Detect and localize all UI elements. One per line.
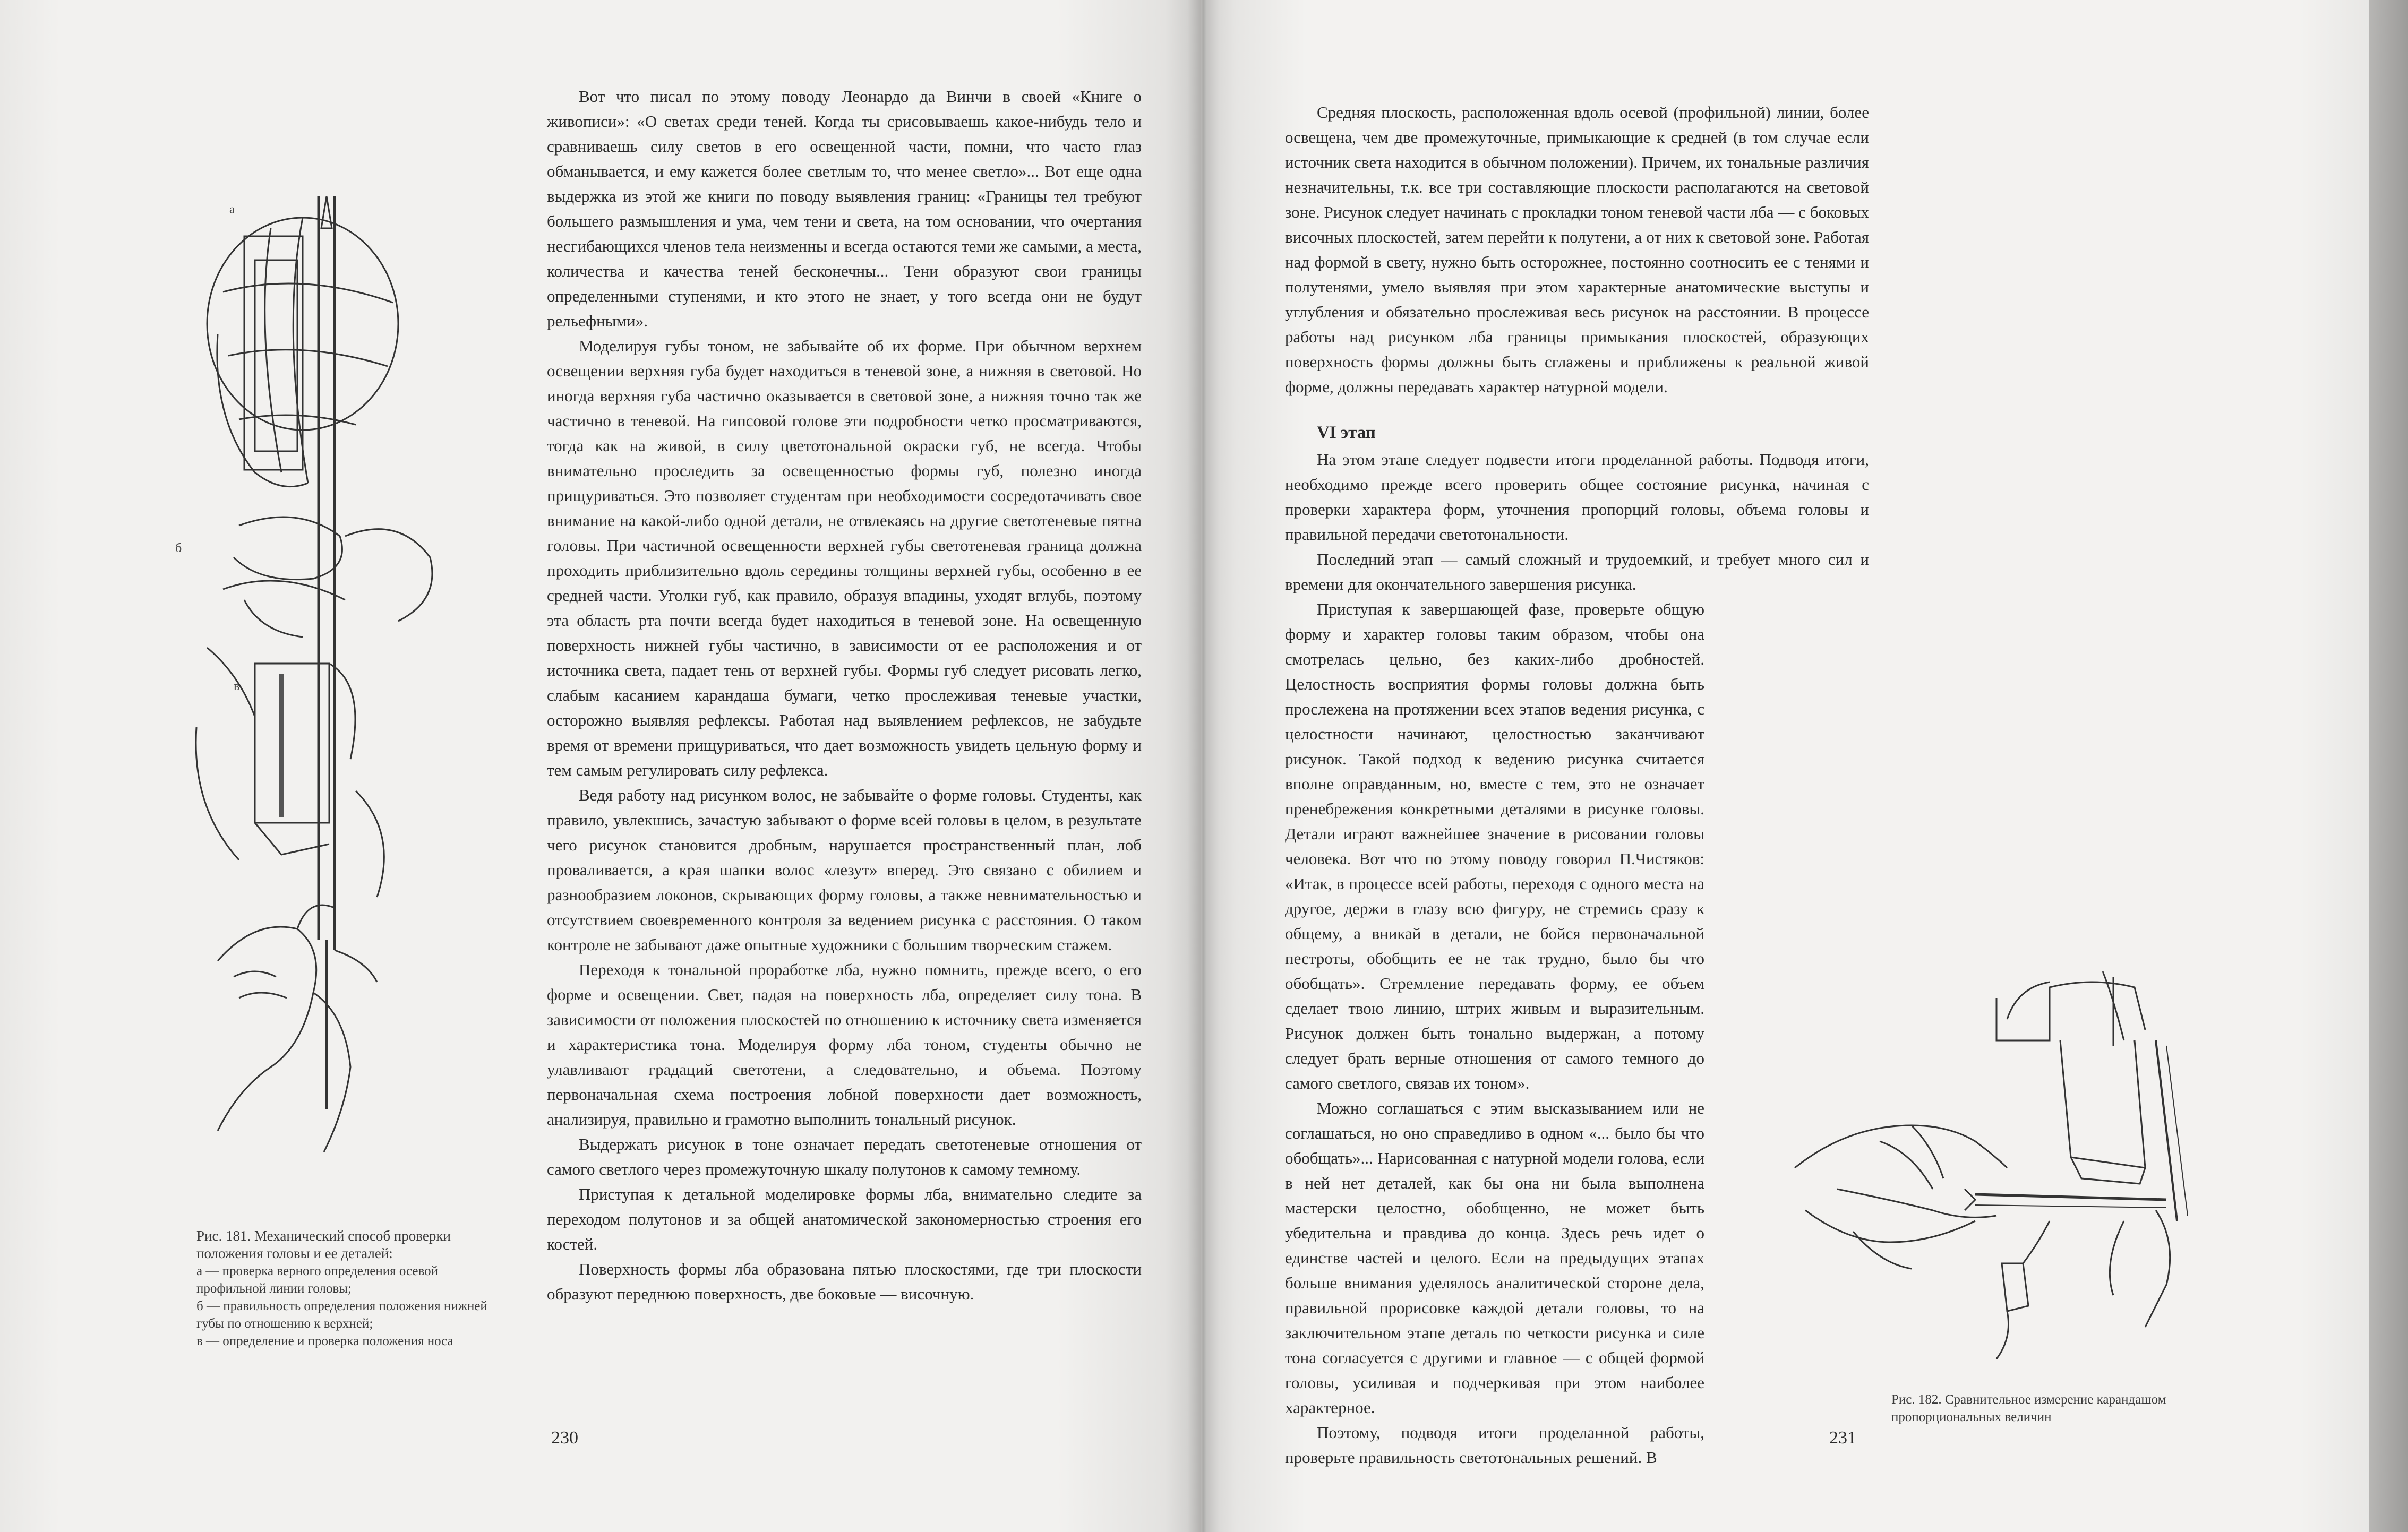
figure-label-a: а bbox=[229, 203, 235, 217]
caption-title: Рис. 181. Механический способ проверки положения головы и ее деталей: bbox=[196, 1228, 451, 1261]
book-gutter bbox=[1187, 0, 1219, 1532]
paragraph: Ведя работу над рисунком волос, не забывайте о форме головы. Студенты, как правило, увлекшись, зачастую забывают о форме всей головы в целом, в результате чего рисунок становится дробным, нарушается пространственный план, лоб проваливается, а края шапки волос «лезут» вперед. Это связано с обилием и разнообразием локонов, скрывающих форму головы, а также невнимательностью и отсутствием своевременного контроля за ведением рисунка с расстояния. О таком контроле не забывают даже опытные художники с большим творческим стажем. bbox=[547, 786, 1142, 954]
caption-item: б — правильность определения положения нижней губы по отношению к верхней; bbox=[196, 1299, 487, 1331]
paragraph: Вот что писал по этому поводу Леонардо да Винчи в своей «Книге о живописи»: «О светах среди теней. Когда ты срисовываешь какое-нибудь тело и сравниваешь силу светов в его освещенной части, помни, что часто глаз обманывается, и ему кажется более светлым то, что менее светло»... Вот еще одна выдержка из этой же книги по поводу выявления границ: «Границы тел требуют большего размышления и ума, чем тени и света, на том основании, что очертания несгибающихся членов тела неизменны и всегда остаются теми же самыми, а места, количества и качества теней бесконечны... Тени образуют свои границы определенными ступенями, и кто этого не знает, у того всегда они не будут рельефными». bbox=[547, 87, 1142, 330]
section-heading: VI этап bbox=[1317, 423, 1376, 442]
figure-182-caption: Рис. 182. Сравнительное измерение карандашом пропорциональных величин bbox=[1891, 1392, 2166, 1424]
page-number-left: 230 bbox=[551, 1428, 578, 1448]
caption-item: а — проверка верного определения осевой профильной линии головы; bbox=[196, 1264, 439, 1296]
left-page-text bbox=[547, 84, 1142, 1306]
paragraph: Поэтому, подводя итоги проделанной работы, проверьте правильность светотональных решений. В bbox=[1285, 1423, 1704, 1467]
page-number-right: 231 bbox=[1829, 1428, 1856, 1448]
paragraph: Поверхность формы лба образована пятью плоскостями, где три плоскости образуют переднюю поверхность, две боковые — височную. bbox=[547, 1260, 1142, 1303]
figure-label-b: б bbox=[175, 541, 182, 555]
paragraph: Последний этап — самый сложный и трудоемкий, и требует много сил и времени для окончательного завершения рисунка. bbox=[1285, 550, 1869, 593]
caption-item: в — определение и проверка положения носа bbox=[196, 1334, 453, 1348]
paragraph: Моделируя губы тоном, не забывайте об их форме. При обычном верхнем освещении верхняя губа будет находиться в теневой зоне, а нижняя в световой. Но иногда верхняя губа частично оказывается в световой зоне, а нижняя точно так же частично в теневой. На гипсовой голове эти подробности четко просматриваются, тогда как на живой, в силу цветотональной окраски губ, не всегда. Чтобы внимательно проследить за освещенностью формы губ, полезно иногда прищуриваться. Это позволяет студентам при необходимости сосредотачивать свое внимание на какой-либо одной детали, не отвлекаясь на другие светотеневые пятна головы. При частичной освещенности верхней губы светотеневая граница должна проходить приблизительно вдоль середины толщины верхней губы, особенно в ее средней части. Уголки губ, как правило, образуя впадины, уходят вглубь, поэтому эта область рта почти всегда будет находиться в теневой зоне. На освещенную поверхность нижней губы частично, в зависимости от ее расположения и от источника света, падает тень от верхней губы. Формы губ следует рисовать легко, слабым касанием карандаша бумаги, четко прослеживая теневые участки, осторожно выявляя рефлексы. Работая над выявлением рефлексов, не забудьте время от времени прищуриваться, что дает возможность увидеть цельную форму и тем самым регулировать силу рефлекса. bbox=[547, 337, 1142, 779]
paragraph: На этом этапе следует подвести итоги проделанной работы. Подводя итоги, необходимо прежде всего проверить общее состояние рисунка, начиная с проверки характера форм, уточнения пропорций головы, объема головы и правильной передачи светотональности. bbox=[1285, 450, 1869, 544]
figure-181-caption bbox=[196, 1227, 499, 1350]
book-edge bbox=[2369, 0, 2408, 1532]
figure-label-v: в bbox=[234, 679, 240, 693]
paragraph: Выдержать рисунок в тоне означает передать светотеневые отношения от самого светлого через промежуточную шкалу полутонов к самому темному. bbox=[547, 1135, 1142, 1178]
paragraph: Можно соглашаться с этим высказыванием или не соглашаться, но оно справедливо в одном «... было бы что обобщать»... Нарисованная с натурной модели голова, если в ней нет деталей, как бы она ни была выполнена мастерски целостно, обобщенно, не может быть убедительна и правдива до конца. Здесь речь идет о единстве частей и целого. Если на предыдущих этапах больше внимания уделялось аналитической стороне дела, правильной прорисовке каждой детали головы, то на заключительном этапе деталь по четкости рисунка и силе тона согласуется с другими и главное — с общей формой головы, усиливая и подчеркивая при этом наиболее характерное. bbox=[1285, 1099, 1704, 1417]
paragraph: Средняя плоскость, расположенная вдоль осевой (профильной) линии, более освещена, чем две промежуточные, примыкающие к средней (в том случае если источник света находится в обычном положении). Причем, их тональные различия незначительны, т.к. все три составляющие плоскости располагаются на световой зоне. Рисунок следует начинать с прокладки тоном теневой части лба — с боковых височных плоскостей, затем перейти к полутени, а от них к световой зоне. Работая над формой в свету, нужно быть осторожнее, постоянно соотносить ее с тенями и полутенями, умело выявляя при этом характерные анатомические выступы и углубления и обязательно прослеживая весь рисунок на расстоянии. В процессе работы над рисунком лба границы примыкания плоскостей, образующих поверхность формы должны быть сглажены и приближены к реальной живой форме, должны передавать характер натурной модели. bbox=[1285, 103, 1869, 396]
paragraph: Приступая к завершающей фазе, проверьте общую форму и характер головы таким образом, чтобы она смотрелась цельно, без каких-либо дробностей. Целостность восприятия формы головы должна быть прослежена на протяжении всех этапов ведения рисунка, с целостности начинают, целостностью заканчивают рисунок. Такой подход к ведению рисунка считается вполне оправданным, но, вместе с тем, это не означает пренебрежения конкретными деталями в рисунке головы. Детали играют важнейшее значение в рисовании головы человека. Вот что по этому поводу говорил П.Чистяков: «Итак, в процессе всей работы, переходя с одного места на другое, держи в глазу всю фигуру, не стремись сразу к общему, а вникай в детали, не бойся первоначальной пестроты, обобщить ее не так трудно, было бы что обобщать». Стремление передавать форму, ее объем сделает твою линию, штрих живым и выразительным. Рисунок должен быть тонально выдержан, а потому следует брать верные отношения от самого темного до самого светлого, связав их тоном». bbox=[1285, 600, 1704, 1092]
paragraph: Переходя к тональной проработке лба, нужно помнить, прежде всего, о его форме и освещении. Свет, падая на поверхность лба, определяет силу тона. В зависимости от положения плоскостей по отношению к источнику света изменяется и характеристика тона. Моделируя форму лба тоном, студенты обычно не улавливают градаций светотени, а следовательно, и объема. Поэтому первоначальная схема построения лобной поверхности дает возможность, анализируя, правильно и грамотно выполнить тональный рисунок. bbox=[547, 960, 1142, 1129]
paragraph: Приступая к детальной моделировке формы лба, внимательно следите за переходом полутонов и за общей анатомической закономерностью строения его костей. bbox=[547, 1185, 1142, 1253]
figure-182-pencil-measuring bbox=[1773, 966, 2230, 1380]
figure-181-head-drawing bbox=[175, 196, 547, 1163]
